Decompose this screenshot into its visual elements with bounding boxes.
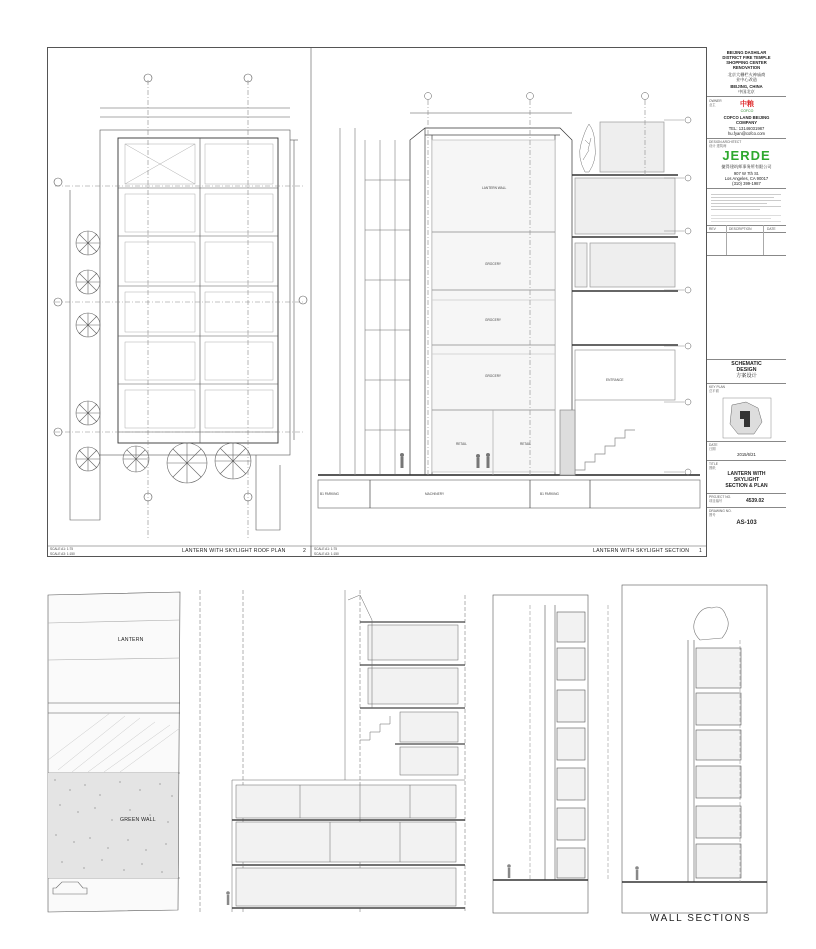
title-cn: 图纸 (709, 466, 716, 470)
copyright-notes (711, 192, 781, 224)
section-scale-a1: SCALE A1: 1:75 (314, 547, 338, 551)
green-wall-texture (48, 773, 178, 878)
jerde-cn: 捷得建筑师事务所有限公司 (721, 164, 772, 169)
project-name-2: DISTRICT FIRE TEMPLE (722, 55, 771, 60)
date-label: DATE (709, 443, 718, 447)
phase-1: SCHEMATIC (731, 361, 762, 367)
design-architect-cn: 设计 建筑师 (709, 144, 727, 148)
plan-title: LANTERN WITH SKYLIGHT ROOF PLAN (182, 548, 286, 554)
design-architect-label: DESIGN ARCHITECT (709, 140, 742, 144)
owner-name-2: COMPANY (735, 120, 758, 125)
room-lantern-wall: LANTERN WALL (482, 186, 507, 190)
owner-tel: TEL: 13146031987 (728, 126, 765, 131)
owner-label: OWNER (709, 99, 722, 103)
date-cn: 日期 (709, 447, 716, 451)
sheet-title-2: SKYLIGHT (733, 477, 760, 483)
phase-2: DESIGN (736, 367, 757, 373)
room-basement-mid: MACHINERY (425, 492, 445, 496)
room-basement-left: B1 PARKING (320, 492, 339, 496)
room-entrance: ENTRANCE (606, 378, 624, 382)
owner-email: hu.fyan@cofco.com (727, 131, 766, 136)
description-header: DESCRIPTION (729, 227, 752, 231)
drawing-no-cn: 图号 (709, 513, 716, 517)
room-grocery-2: GROCERY (485, 318, 502, 322)
plan-scale-a1: SCALE A1: 1:75 (50, 547, 74, 551)
location: BEIJING, CHINA (730, 84, 763, 89)
project-name-3: SHOPPING CENTER (726, 60, 767, 65)
owner-name-1: COFCO LAND BEIJING (723, 115, 770, 120)
project-no-cn: 项目编号 (709, 499, 723, 503)
title-block (706, 47, 785, 557)
section-scale-a3: SCALE A3: 1:150 (314, 552, 339, 556)
project-name-4: RENOVATION (732, 65, 761, 70)
project-no-label: PROJECT NO. (709, 495, 732, 499)
address-1: 907 W 7th St. (733, 171, 760, 176)
room-grocery-3: GROCERY (485, 374, 502, 378)
lantern-label: LANTERN (118, 637, 144, 643)
rev-header: REV (709, 227, 716, 231)
address-2: Los Angeles, CA 90017 (724, 176, 769, 181)
room-retail-right: RETAIL (520, 442, 531, 446)
location-cn: 中国北京 (738, 89, 755, 94)
owner-cn-label: 业主 (709, 103, 716, 107)
title-label: TITLE (709, 462, 718, 466)
project-name-1: BEIJING DASHILAR (726, 50, 767, 55)
date-value: 2015/6/21 (737, 452, 756, 457)
phase-cn: 方案设计 (736, 373, 757, 379)
date-header: DATE (767, 227, 776, 231)
drawing-no-value: AS-103 (736, 520, 757, 526)
project-name-cn-2: 业中心改造 (736, 77, 757, 82)
room-retail-left: RETAIL (456, 442, 467, 446)
keyplan-label: KEY PLAN (709, 385, 726, 389)
cofco-logo: 中粮 COFCO (740, 101, 754, 113)
sheet-title-1: LANTERN WITH (727, 471, 766, 477)
sheet-title-3: SECTION & PLAN (725, 483, 768, 489)
section-number: 1 (699, 548, 703, 554)
room-basement-right: B1 PARKING (540, 492, 559, 496)
section-title: LANTERN WITH SKYLIGHT SECTION (593, 548, 690, 554)
address-3: (310) 399-1987 (732, 181, 761, 186)
drawing-no-label: DRAWING NO. (709, 509, 732, 513)
green-wall-label: GREEN WALL (120, 817, 156, 823)
keyplan-cn: 总平面 (709, 389, 719, 393)
key-plan-map (722, 397, 772, 439)
project-no-value: 4539.02 (745, 498, 765, 504)
jerde-logo: JERDE (722, 148, 771, 163)
plan-number: 2 (303, 548, 307, 554)
room-grocery-1: GROCERY (485, 262, 502, 266)
wall-sections-caption: WALL SECTIONS (650, 913, 752, 924)
project-name-cn-1: 北京大栅栏火神庙商 (727, 72, 766, 77)
plan-scale-a3: SCALE A3: 1:150 (50, 552, 75, 556)
